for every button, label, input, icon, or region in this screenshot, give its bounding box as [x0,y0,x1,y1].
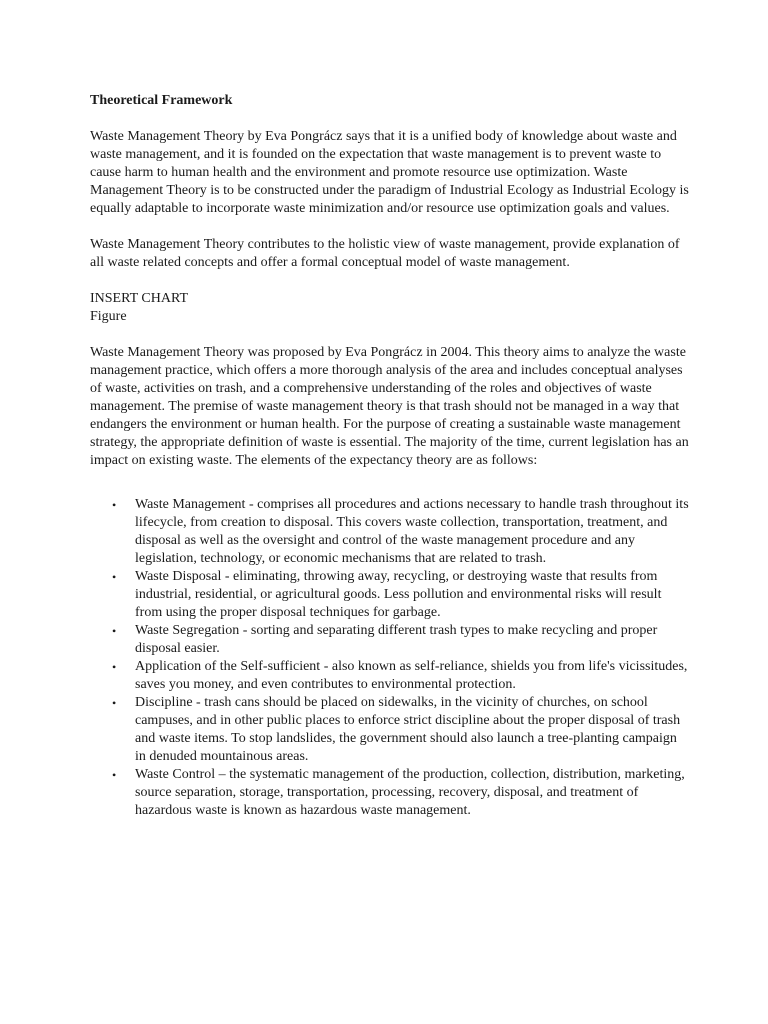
document-page [90,92,690,818]
list-item [90,658,690,694]
list-item-text: Application of the Self-sufficient - also known as self-reliance, shields you from life's vicissitudes, saves you money, and even contributes to environmental protection. [135,659,688,692]
bullet-icon: • [112,570,117,584]
paragraph-theory-history: Waste Management Theory was proposed by Eva Pongrácz in 2004. This theory aims to analyze the waste management practice, which offers a more thorough analysis of the area and includes conceptual analyses of waste, activities on trash, and a comprehensive understanding of the roles and objectives of waste management. The premise of waste management theory is that trash should not be managed in a way that endangers the environment or human health. For the purpose of creating a sustainable waste management strategy, the appropriate definition of waste is essential. The majority of the time, current legislation has an impact on existing waste. The elements of the expectancy theory are as follows: [90,345,689,468]
section-heading: Theoretical Framework [90,93,233,108]
list-item [90,694,690,766]
list-item [90,496,690,568]
list-item [90,568,690,622]
chart-placeholder-label: INSERT CHART [90,291,189,306]
chart-placeholder [90,290,690,326]
paragraph-theory-intro: Waste Management Theory by Eva Pongrácz says that it is a unified body of knowledge about waste and waste management, and it is founded on the expectation that waste management is to prevent waste to cause harm to human health and the environment and promote resource use optimization. Waste Management Theory is to be constructed under the paradigm of Industrial Ecology as Industrial Ecology is equally adaptable to incorporate waste minimization and/or resource use optimization goals and values. [90,129,689,216]
bullet-icon: • [112,768,117,782]
paragraph-theory-contribution: Waste Management Theory contributes to the holistic view of waste management, provide explanation of all waste related concepts and offer a formal conceptual model of waste management. [90,237,680,270]
list-item [90,766,690,820]
list-item [90,622,690,658]
bullet-icon: • [112,696,117,710]
bullet-icon: • [112,624,117,638]
list-item-text: Discipline - trash cans should be placed on sidewalks, in the vicinity of churches, on school campuses, and in other public places to enforce strict discipline about the proper disposal of trash and waste items. To stop landslides, the government should also launch a tree-planting campaign in denuded mountainous areas. [135,695,681,764]
list-item-text: Waste Control – the systematic management of the production, collection, distribution, marketing, source separation, storage, transportation, processing, recovery, disposal, and treatment of hazardous waste is known as hazardous waste management. [135,767,685,818]
list-item-text: Waste Disposal - eliminating, throwing away, recycling, or destroying waste that results from industrial, residential, or agricultural goods. Less pollution and environmental risks will result from using the proper disposal techniques for garbage. [135,569,662,620]
list-item-text: Waste Management - comprises all procedures and actions necessary to handle trash throughout its lifecycle, from creation to disposal. This covers waste collection, transportation, treatment, and disposal as well as the oversight and control of the waste management procedure and any legislation, technology, or economic mechanisms that are related to trash. [135,497,689,566]
bullet-list [90,496,690,820]
bullet-icon: • [112,498,117,512]
list-item-text: Waste Segregation - sorting and separating different trash types to make recycling and proper disposal easier. [135,623,658,656]
bullet-icon: • [112,660,117,674]
figure-caption: Figure [90,309,127,324]
